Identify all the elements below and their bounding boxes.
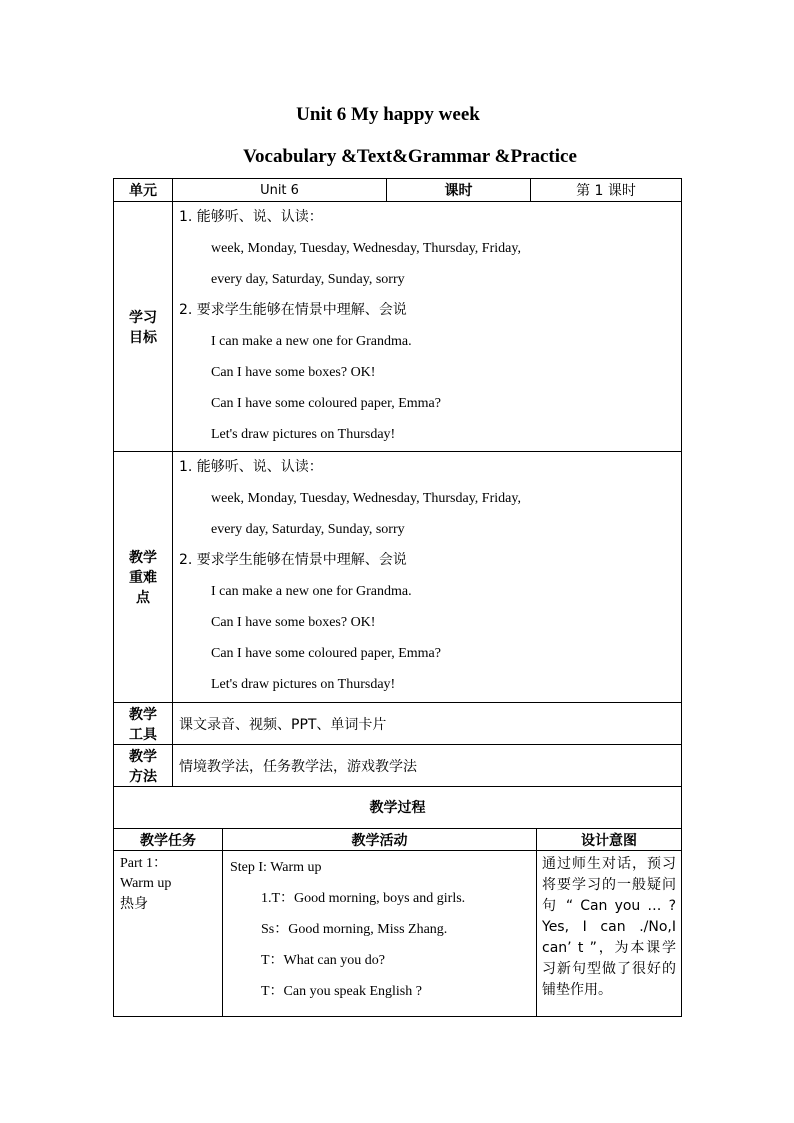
process-header-row — [114, 829, 682, 851]
column-design: 设计意图 — [537, 829, 682, 851]
key-points-line: I can make a new one for Grandma. — [211, 584, 412, 599]
tools-row — [114, 703, 682, 745]
key-points-label — [114, 452, 173, 703]
tools-label-line: 教学 — [129, 706, 157, 723]
period-value: 第 1 课时 — [531, 179, 682, 202]
unit-value: Unit 6 — [173, 179, 387, 202]
process-title: 教学过程 — [114, 787, 682, 829]
objectives-label — [114, 202, 173, 452]
design-cell: 通过师生对话，预习将要学习的一般疑问句 “ Can you … ? Yes, I can ./No,I can’ t ”，为本课学习新句型做了很好的铺垫作用。 — [537, 851, 682, 1017]
task-line: 热身 — [120, 896, 148, 912]
activity-line: Step I: Warm up — [230, 860, 322, 875]
task-line: Warm up — [120, 876, 172, 891]
objectives-line: Can I have some coloured paper, Emma? — [211, 396, 441, 411]
methods-row — [114, 745, 682, 787]
task-line: Part 1： — [120, 856, 168, 871]
objectives-label-line: 学习 — [129, 309, 157, 326]
task-cell — [114, 851, 223, 1017]
column-activity: 教学活动 — [223, 829, 537, 851]
objectives-label-line: 目标 — [129, 329, 157, 346]
process-row — [114, 851, 682, 1017]
activity-line: Ss：Good morning, Miss Zhang. — [261, 922, 448, 937]
key-points-line: Let's draw pictures on Thursday! — [211, 677, 396, 692]
objectives-line: 2. 要求学生能够在情景中理解、会说 — [179, 302, 407, 318]
header-row — [114, 179, 682, 202]
activity-line: T：What can you do? — [261, 953, 386, 968]
methods-label-line: 方法 — [129, 768, 157, 785]
activity-line: 1.T：Good morning, boys and girls. — [261, 891, 466, 906]
key-points-line: 2. 要求学生能够在情景中理解、会说 — [179, 552, 407, 568]
activity-line: T：Can you speak English ? — [261, 984, 422, 999]
methods-value: 情境教学法，任务教学法，游戏教学法 — [173, 745, 682, 787]
objectives-line: 1. 能够听、说、认读： — [179, 209, 323, 225]
period-label: 课时 — [387, 179, 531, 202]
process-title-row — [114, 787, 682, 829]
tools-label-line: 工具 — [129, 726, 157, 743]
key-points-label-line: 教学 — [129, 550, 157, 566]
key-points-content — [173, 452, 682, 703]
lesson-plan-table — [113, 178, 682, 1017]
objectives-row — [114, 202, 682, 452]
tools-value: 课文录音、视频、PPT、单词卡片 — [173, 703, 682, 745]
methods-label — [114, 745, 173, 787]
objectives-line: week, Monday, Tuesday, Wednesday, Thursday, Friday, — [211, 241, 521, 256]
objectives-line: Can I have some boxes? OK! — [211, 365, 376, 380]
key-points-row — [114, 452, 682, 703]
key-points-line: every day, Saturday, Sunday, sorry — [211, 522, 405, 537]
objectives-content — [173, 202, 682, 452]
tools-label — [114, 703, 173, 745]
methods-label-line: 教学 — [129, 748, 157, 765]
activity-cell — [223, 851, 537, 1017]
key-points-line: Can I have some boxes? OK! — [211, 615, 376, 630]
objectives-line: Let's draw pictures on Thursday! — [211, 427, 396, 442]
key-points-line: 1. 能够听、说、认读： — [179, 459, 323, 475]
key-points-label-line: 点 — [136, 590, 150, 606]
document-title: Unit 6 My happy week — [296, 104, 480, 125]
column-task: 教学任务 — [114, 829, 223, 851]
objectives-line: I can make a new one for Grandma. — [211, 334, 412, 349]
objectives-line: every day, Saturday, Sunday, sorry — [211, 272, 405, 287]
document-subtitle: Vocabulary &Text&Grammar &Practice — [243, 146, 577, 167]
unit-label: 单元 — [114, 179, 173, 202]
key-points-label-line: 重难 — [129, 570, 157, 586]
key-points-line: week, Monday, Tuesday, Wednesday, Thursday, Friday, — [211, 491, 521, 506]
key-points-line: Can I have some coloured paper, Emma? — [211, 646, 441, 661]
